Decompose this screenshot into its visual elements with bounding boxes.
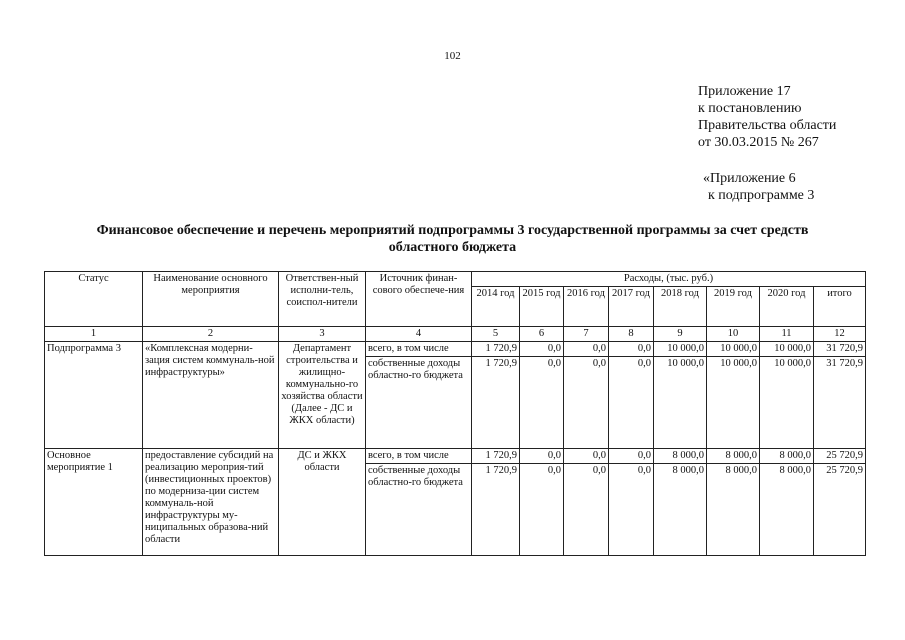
column-number: 9 [654, 327, 707, 342]
header-year: 2015 год [520, 287, 564, 327]
row-name: «Комплексная модерни-зация систем коммуналь-ной инфраструктуры» [143, 342, 279, 449]
column-number: 6 [520, 327, 564, 342]
value-cell: 10 000,0 [760, 342, 814, 357]
value-cell: 10 000,0 [707, 342, 760, 357]
header-year: 2016 год [564, 287, 609, 327]
row-name: предоставление субсидий на реализацию мероприя-тий (инвестиционных проектов) по модерниза-ции систем коммуналь-ной инфраструктуры му-ниципальных образова-ний области [143, 449, 279, 556]
appendix-block [698, 83, 836, 151]
value-cell: 8 000,0 [760, 449, 814, 464]
column-number-row [45, 327, 866, 342]
row-source: собственные доходы областно-го бюджета [366, 357, 472, 449]
column-number: 10 [707, 327, 760, 342]
appendix-line: Правительства области [698, 118, 837, 133]
value-cell: 0,0 [564, 342, 609, 357]
value-cell: 10 000,0 [760, 357, 814, 449]
title-line: Финансовое обеспечение и перечень мероприятий подпрограммы 3 государственной программы за счет средств [96, 223, 809, 238]
header-row [45, 272, 866, 287]
value-cell: 0,0 [564, 464, 609, 556]
value-cell: 0,0 [609, 464, 654, 556]
value-cell: 0,0 [520, 357, 564, 449]
value-cell: 0,0 [520, 449, 564, 464]
header-expenses: Расходы, (тыс. руб.) [472, 272, 866, 287]
title-line: областного бюджета [388, 240, 517, 255]
row-executor: ДС и ЖКХ области [279, 449, 366, 556]
row-source: собственные доходы областно-го бюджета [366, 464, 472, 556]
appendix-line: от 30.03.2015 № 267 [698, 135, 819, 150]
value-cell: 25 720,9 [814, 449, 866, 464]
value-cell: 0,0 [520, 342, 564, 357]
header-source: Источник финан-сового обеспече-ния [366, 272, 472, 327]
value-cell: 1 720,9 [472, 449, 520, 464]
row-source: всего, в том числе [366, 449, 472, 464]
column-number: 7 [564, 327, 609, 342]
row-source: всего, в том числе [366, 342, 472, 357]
header-year: 2014 год [472, 287, 520, 327]
header-year: 2018 год [654, 287, 707, 327]
value-cell: 1 720,9 [472, 342, 520, 357]
header-name: Наименование основного мероприятия [143, 272, 279, 327]
value-cell: 8 000,0 [707, 449, 760, 464]
value-cell: 25 720,9 [814, 464, 866, 556]
column-number: 1 [45, 327, 143, 342]
value-cell: 0,0 [520, 464, 564, 556]
value-cell: 10 000,0 [654, 342, 707, 357]
sub-appendix-line: «Приложение 6 [703, 171, 796, 186]
value-cell: 0,0 [609, 449, 654, 464]
value-cell: 0,0 [564, 449, 609, 464]
row-executor: Департамент строительства и жилищно-коммунально-го хозяйства области (Далее - ДС и ЖКХ области) [279, 342, 366, 449]
value-cell: 8 000,0 [654, 449, 707, 464]
row-status: Подпрограмма 3 [45, 342, 143, 449]
value-cell: 10 000,0 [654, 357, 707, 449]
column-number: 3 [279, 327, 366, 342]
appendix-line: Приложение 17 [698, 84, 791, 99]
value-cell: 0,0 [609, 357, 654, 449]
value-cell: 10 000,0 [707, 357, 760, 449]
column-number: 11 [760, 327, 814, 342]
column-number: 5 [472, 327, 520, 342]
value-cell: 31 720,9 [814, 357, 866, 449]
document-title [40, 222, 865, 256]
value-cell: 8 000,0 [760, 464, 814, 556]
header-status: Статус [45, 272, 143, 327]
value-cell: 8 000,0 [654, 464, 707, 556]
value-cell: 0,0 [609, 342, 654, 357]
header-year: 2019 год [707, 287, 760, 327]
header-total: итого [814, 287, 866, 327]
row-status: Основное мероприятие 1 [45, 449, 143, 556]
value-cell: 1 720,9 [472, 357, 520, 449]
header-year: 2017 год [609, 287, 654, 327]
expenses-table [44, 271, 866, 556]
column-number: 12 [814, 327, 866, 342]
table-row [45, 449, 866, 464]
page-number: 102 [444, 50, 461, 62]
appendix-line: к постановлению [698, 101, 802, 116]
column-number: 2 [143, 327, 279, 342]
sub-appendix-block [703, 170, 814, 204]
sub-appendix-line: к подпрограмме 3 [708, 188, 815, 203]
value-cell: 0,0 [564, 357, 609, 449]
table-row [45, 342, 866, 357]
column-number: 8 [609, 327, 654, 342]
column-number: 4 [366, 327, 472, 342]
value-cell: 8 000,0 [707, 464, 760, 556]
header-executor: Ответствен-ный исполни-тель, соиспол-нители [279, 272, 366, 327]
value-cell: 31 720,9 [814, 342, 866, 357]
value-cell: 1 720,9 [472, 464, 520, 556]
header-year: 2020 год [760, 287, 814, 327]
